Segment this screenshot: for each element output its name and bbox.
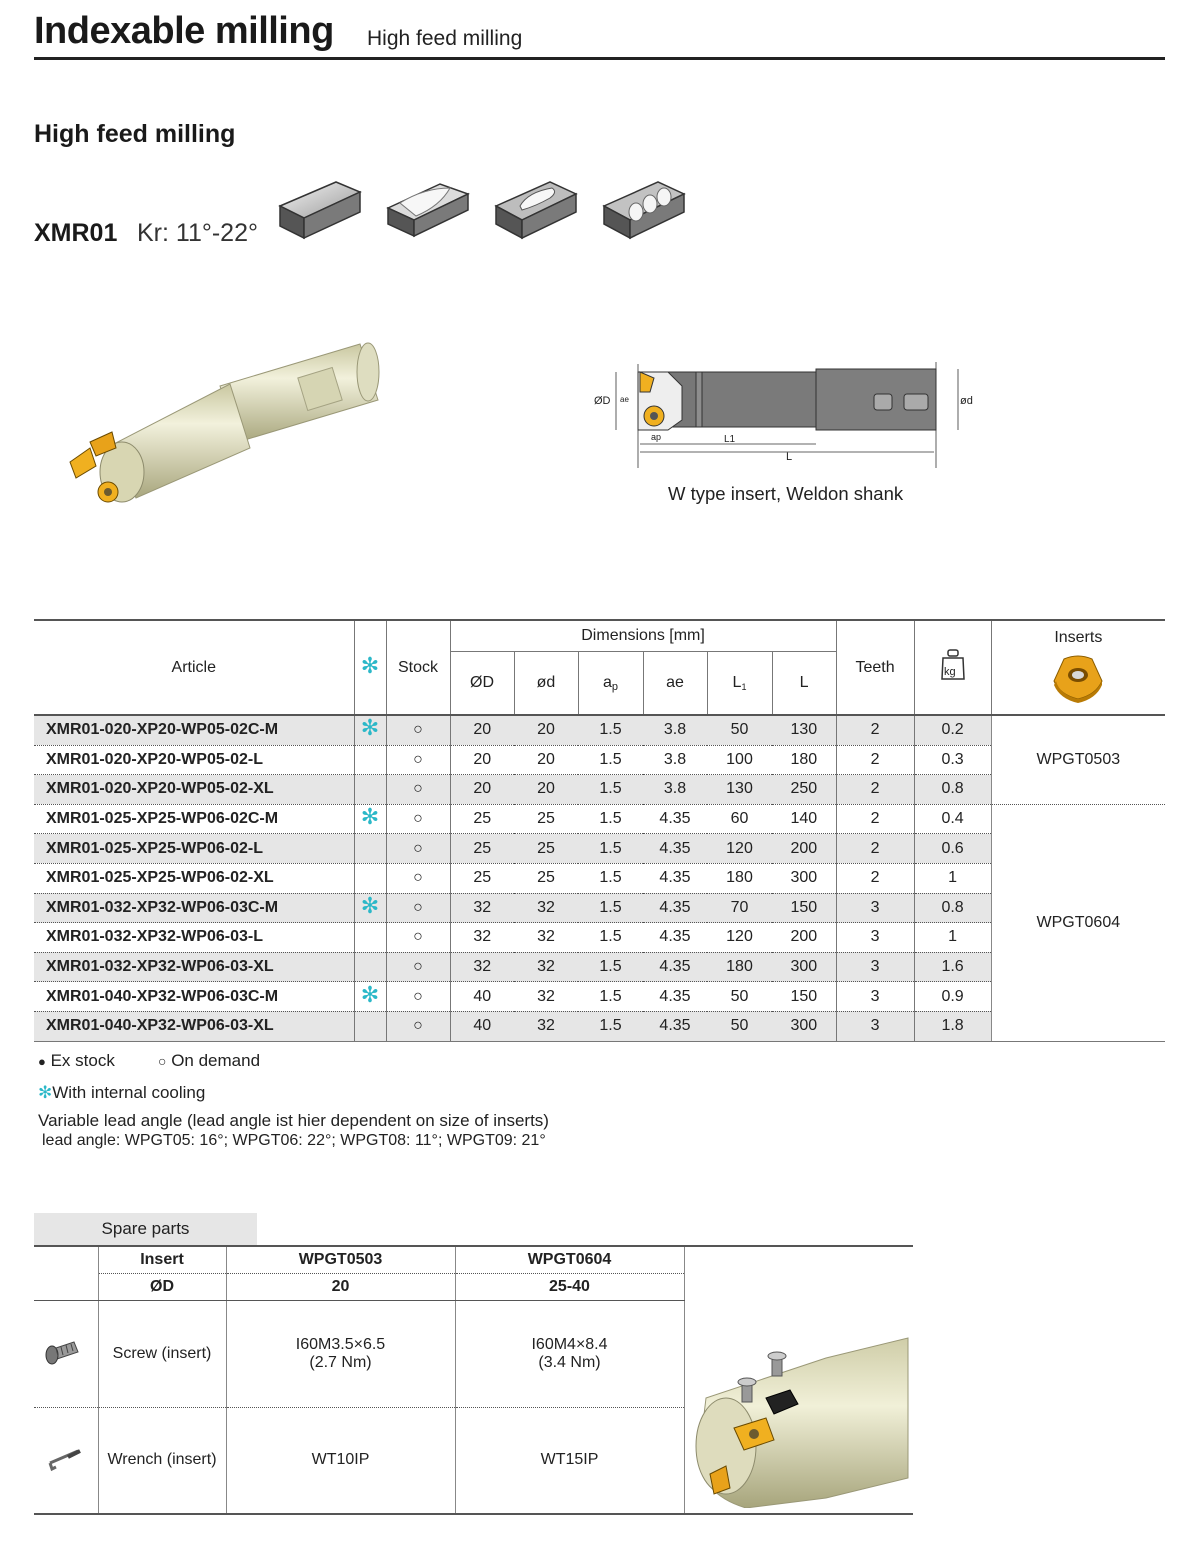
insert-group-1: WPGT0503 bbox=[991, 715, 1165, 804]
cell-kg: 1.6 bbox=[914, 952, 991, 982]
wrench-icon bbox=[34, 1407, 98, 1514]
cell-d: 25 bbox=[514, 863, 578, 893]
cell-d: 32 bbox=[514, 1011, 578, 1041]
cell-teeth: 2 bbox=[836, 775, 914, 805]
cell-ap: 1.5 bbox=[578, 893, 643, 923]
diagram-label-ap: ap bbox=[651, 432, 662, 442]
cell-D: 32 bbox=[450, 952, 514, 982]
header-L1: $L_1$ bbox=[707, 652, 772, 716]
cell-L: 200 bbox=[772, 923, 836, 953]
pocket-milling-icon bbox=[492, 176, 580, 242]
cell-D: 40 bbox=[450, 1011, 514, 1041]
face-milling-icon bbox=[276, 176, 364, 242]
cell-cool bbox=[354, 804, 386, 834]
cell-ap: 1.5 bbox=[578, 923, 643, 953]
header-divider bbox=[34, 57, 1165, 60]
lead-angle-values: lead angle: WPGT05: 16°; WPGT06: 22°; WPGT08: 11°; WPGT09: 21° bbox=[42, 1132, 546, 1149]
cell-kg: 1 bbox=[914, 863, 991, 893]
cell-D: 20 bbox=[450, 775, 514, 805]
cell-L1: 130 bbox=[707, 775, 772, 805]
cell-L1: 50 bbox=[707, 1011, 772, 1041]
cell-ap: 1.5 bbox=[578, 745, 643, 775]
cell-L1: 180 bbox=[707, 952, 772, 982]
cell-d: 25 bbox=[514, 834, 578, 864]
header-article: Article bbox=[34, 620, 354, 715]
diagram-label-ae: ae bbox=[620, 395, 629, 404]
spare-col1-insert: WPGT0503 bbox=[226, 1246, 455, 1273]
cell-stock: ○ bbox=[386, 863, 450, 893]
cell-stock: ○ bbox=[386, 952, 450, 982]
cell-cool bbox=[354, 715, 386, 745]
cell-d: 32 bbox=[514, 982, 578, 1012]
spare-screw-col1: I60M3.5×6.5 (2.7 Nm) bbox=[226, 1300, 455, 1407]
cell-stock: ○ bbox=[386, 893, 450, 923]
cooling-icon: ✻ bbox=[360, 715, 380, 741]
cell-cool bbox=[354, 952, 386, 982]
cell-L1: 120 bbox=[707, 923, 772, 953]
cell-kg: 0.2 bbox=[914, 715, 991, 745]
header-L: L bbox=[772, 652, 836, 716]
cell-ae: 3.8 bbox=[643, 775, 707, 805]
cell-L1: 50 bbox=[707, 715, 772, 745]
header-stock: Stock bbox=[386, 620, 450, 715]
cell-article: XMR01-020-XP20-WP05-02-XL bbox=[34, 775, 354, 805]
cooling-icon: ✻ bbox=[360, 804, 380, 830]
cell-article: XMR01-040-XP32-WP06-03C-M bbox=[34, 982, 354, 1012]
cell-ae: 4.35 bbox=[643, 834, 707, 864]
article-table bbox=[34, 619, 1165, 1042]
cell-D: 25 bbox=[450, 834, 514, 864]
cell-kg: 1 bbox=[914, 923, 991, 953]
page-title: Indexable milling bbox=[34, 10, 334, 52]
cell-teeth: 3 bbox=[836, 982, 914, 1012]
cell-stock: ○ bbox=[386, 715, 450, 745]
model-name: XMR01 bbox=[34, 219, 118, 247]
cell-cool bbox=[354, 1011, 386, 1041]
cell-ae: 4.35 bbox=[643, 923, 707, 953]
spare-col2-d: 25-40 bbox=[455, 1273, 684, 1300]
page-subtitle: High feed milling bbox=[367, 27, 523, 50]
spare-screw-label: Screw (insert) bbox=[98, 1300, 226, 1407]
cell-d: 20 bbox=[514, 715, 578, 745]
section-title: High feed milling bbox=[34, 120, 236, 148]
cell-D: 25 bbox=[450, 863, 514, 893]
screw-icon bbox=[34, 1300, 98, 1407]
cell-ae: 3.8 bbox=[643, 715, 707, 745]
cell-ap: 1.5 bbox=[578, 804, 643, 834]
cell-L: 150 bbox=[772, 982, 836, 1012]
cell-D: 20 bbox=[450, 715, 514, 745]
cell-L: 300 bbox=[772, 1011, 836, 1041]
cell-stock: ○ bbox=[386, 775, 450, 805]
cell-stock: ○ bbox=[386, 834, 450, 864]
milling-cutter-image bbox=[60, 338, 390, 518]
insert-group-2: WPGT0604 bbox=[991, 804, 1165, 1041]
cell-L: 140 bbox=[772, 804, 836, 834]
header-cooling-icon: ✻ bbox=[354, 620, 386, 715]
cell-teeth: 3 bbox=[836, 923, 914, 953]
cell-article: XMR01-025-XP25-WP06-02C-M bbox=[34, 804, 354, 834]
cell-d: 25 bbox=[514, 804, 578, 834]
cell-stock: ○ bbox=[386, 1011, 450, 1041]
cell-D: 40 bbox=[450, 982, 514, 1012]
cell-cool bbox=[354, 775, 386, 805]
cell-L: 250 bbox=[772, 775, 836, 805]
header-D: ØD bbox=[450, 652, 514, 716]
cell-ae: 4.35 bbox=[643, 952, 707, 982]
spare-parts-image bbox=[686, 1278, 911, 1508]
cell-L: 300 bbox=[772, 952, 836, 982]
cell-article: XMR01-040-XP32-WP06-03-XL bbox=[34, 1011, 354, 1041]
cell-D: 32 bbox=[450, 923, 514, 953]
spare-wrench-label: Wrench (insert) bbox=[98, 1407, 226, 1514]
diagram-caption: W type insert, Weldon shank bbox=[668, 483, 904, 504]
cell-ae: 3.8 bbox=[643, 745, 707, 775]
header-d: ød bbox=[514, 652, 578, 716]
spare-d-label: ØD bbox=[98, 1273, 226, 1300]
spare-parts-tab: Spare parts bbox=[34, 1213, 257, 1245]
weight-icon bbox=[914, 620, 991, 715]
cooling-icon: ✻ bbox=[360, 981, 380, 1007]
cell-L: 150 bbox=[772, 893, 836, 923]
cell-L1: 100 bbox=[707, 745, 772, 775]
legend-cooling: ✻With internal cooling bbox=[38, 1083, 206, 1102]
insert-icon bbox=[1050, 651, 1106, 703]
cell-L: 300 bbox=[772, 863, 836, 893]
diagram-label-L: L bbox=[786, 451, 793, 463]
tool-dimension-diagram bbox=[588, 358, 983, 473]
cell-article: XMR01-032-XP32-WP06-03-XL bbox=[34, 952, 354, 982]
cell-stock: ○ bbox=[386, 982, 450, 1012]
spare-screw-col2: I60M4×8.4 (3.4 Nm) bbox=[455, 1300, 684, 1407]
cell-ap: 1.5 bbox=[578, 863, 643, 893]
diagram-label-D: ØD bbox=[594, 395, 611, 407]
header-inserts-label: Inserts bbox=[1054, 629, 1103, 646]
cell-article: XMR01-020-XP20-WP05-02-L bbox=[34, 745, 354, 775]
plunge-milling-icon bbox=[600, 176, 688, 242]
cell-ae: 4.35 bbox=[643, 982, 707, 1012]
table-row bbox=[34, 804, 1165, 834]
cell-D: 32 bbox=[450, 893, 514, 923]
cell-teeth: 2 bbox=[836, 745, 914, 775]
cell-article: XMR01-025-XP25-WP06-02-L bbox=[34, 834, 354, 864]
cell-L: 180 bbox=[772, 745, 836, 775]
cell-cool bbox=[354, 863, 386, 893]
cell-article: XMR01-025-XP25-WP06-02-XL bbox=[34, 863, 354, 893]
header-dimensions: Dimensions [mm] bbox=[450, 620, 836, 652]
spare-col2-insert: WPGT0604 bbox=[455, 1246, 684, 1273]
cell-L1: 50 bbox=[707, 982, 772, 1012]
cell-cool bbox=[354, 982, 386, 1012]
spare-wrench-col2: WT15IP bbox=[455, 1407, 684, 1514]
cell-stock: ○ bbox=[386, 745, 450, 775]
cell-article: XMR01-032-XP32-WP06-03C-M bbox=[34, 893, 354, 923]
cell-L1: 180 bbox=[707, 863, 772, 893]
cell-kg: 0.4 bbox=[914, 804, 991, 834]
cell-ae: 4.35 bbox=[643, 863, 707, 893]
cell-ap: 1.5 bbox=[578, 982, 643, 1012]
cell-ae: 4.35 bbox=[643, 893, 707, 923]
cell-L1: 70 bbox=[707, 893, 772, 923]
diagram-label-L1: L1 bbox=[724, 434, 736, 445]
cell-d: 32 bbox=[514, 923, 578, 953]
cell-article: XMR01-020-XP20-WP05-02C-M bbox=[34, 715, 354, 745]
cell-cool bbox=[354, 923, 386, 953]
cell-kg: 0.8 bbox=[914, 775, 991, 805]
cell-ae: 4.35 bbox=[643, 804, 707, 834]
cell-kg: 0.8 bbox=[914, 893, 991, 923]
cell-kg: 0.3 bbox=[914, 745, 991, 775]
cell-teeth: 2 bbox=[836, 715, 914, 745]
cell-ap: 1.5 bbox=[578, 715, 643, 745]
cell-teeth: 2 bbox=[836, 863, 914, 893]
cell-kg: 1.8 bbox=[914, 1011, 991, 1041]
cell-L1: 120 bbox=[707, 834, 772, 864]
weight-unit: kg bbox=[943, 666, 956, 678]
cell-L: 130 bbox=[772, 715, 836, 745]
cell-stock: ○ bbox=[386, 923, 450, 953]
cell-teeth: 2 bbox=[836, 804, 914, 834]
cell-cool bbox=[354, 893, 386, 923]
cell-kg: 0.9 bbox=[914, 982, 991, 1012]
cell-teeth: 3 bbox=[836, 1011, 914, 1041]
cell-teeth: 3 bbox=[836, 893, 914, 923]
spare-col1-d: 20 bbox=[226, 1273, 455, 1300]
spare-insert-label: Insert bbox=[98, 1246, 226, 1273]
cooling-icon: ✻ bbox=[360, 892, 380, 918]
cell-d: 20 bbox=[514, 775, 578, 805]
cell-ap: 1.5 bbox=[578, 834, 643, 864]
spare-wrench-col1: WT10IP bbox=[226, 1407, 455, 1514]
cell-article: XMR01-032-XP32-WP06-03-L bbox=[34, 923, 354, 953]
cell-d: 32 bbox=[514, 952, 578, 982]
cell-stock: ○ bbox=[386, 804, 450, 834]
cell-cool bbox=[354, 745, 386, 775]
cell-ap: 1.5 bbox=[578, 775, 643, 805]
cell-d: 32 bbox=[514, 893, 578, 923]
cell-kg: 0.6 bbox=[914, 834, 991, 864]
cell-ap: 1.5 bbox=[578, 952, 643, 982]
spare-parts-table bbox=[34, 1245, 913, 1515]
legend-on-demand: ○ On demand bbox=[158, 1051, 261, 1070]
header-ae: ae bbox=[643, 652, 707, 716]
legend-ex-stock: ● Ex stock bbox=[38, 1051, 115, 1070]
cell-D: 20 bbox=[450, 745, 514, 775]
cell-cool bbox=[354, 834, 386, 864]
cell-D: 25 bbox=[450, 804, 514, 834]
cell-ap: 1.5 bbox=[578, 1011, 643, 1041]
header-ap: $a_p$ bbox=[578, 652, 643, 716]
slot-milling-icon bbox=[384, 176, 472, 242]
cell-L: 200 bbox=[772, 834, 836, 864]
cell-L1: 60 bbox=[707, 804, 772, 834]
cell-teeth: 2 bbox=[836, 834, 914, 864]
header-inserts bbox=[991, 620, 1165, 715]
diagram-label-d: ød bbox=[960, 395, 973, 407]
table-row bbox=[34, 715, 1165, 745]
cell-d: 20 bbox=[514, 745, 578, 775]
header-teeth: Teeth bbox=[836, 620, 914, 715]
cell-ae: 4.35 bbox=[643, 1011, 707, 1041]
lead-angle-note: Variable lead angle (lead angle ist hier dependent on size of inserts) bbox=[38, 1111, 549, 1130]
lead-angle-range: Kr: 11°-22° bbox=[137, 219, 258, 247]
cell-teeth: 3 bbox=[836, 952, 914, 982]
